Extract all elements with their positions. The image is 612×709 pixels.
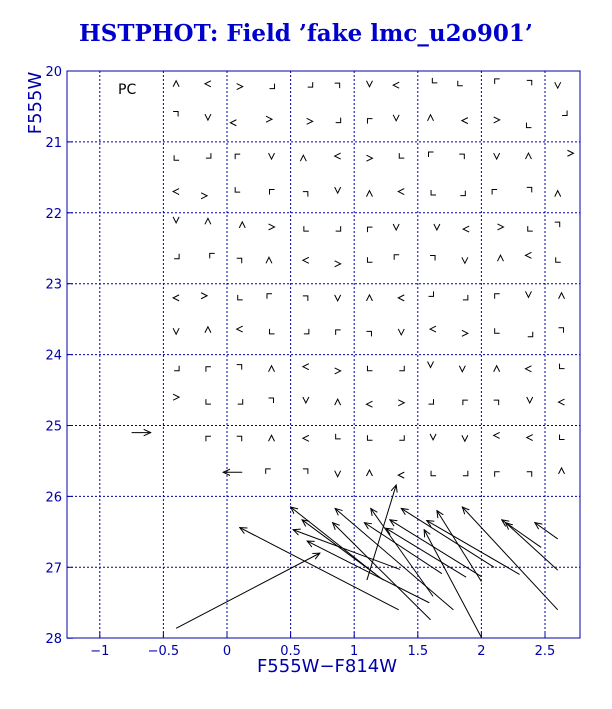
small-offset-marker	[527, 472, 532, 477]
small-offset-marker	[335, 261, 341, 267]
small-offset-marker	[497, 224, 503, 230]
small-offset-marker	[462, 330, 468, 336]
small-offset-marker	[237, 258, 242, 263]
small-offset-marker	[399, 366, 404, 371]
small-offset-marker	[269, 224, 275, 230]
small-offset-marker	[205, 114, 211, 120]
small-offset-marker	[270, 190, 275, 195]
small-offset-marker	[269, 398, 274, 403]
small-offset-marker	[237, 365, 242, 370]
x-tick-label: 0	[222, 644, 232, 659]
small-offset-marker	[335, 153, 341, 159]
small-offset-marker	[205, 81, 211, 87]
small-offset-marker	[303, 397, 309, 403]
offset-arrow	[506, 523, 558, 571]
small-offset-marker	[398, 189, 404, 195]
small-offset-marker	[237, 84, 243, 90]
small-offset-marker	[336, 226, 341, 231]
tick-layer	[45, 65, 555, 659]
small-offset-marker	[567, 150, 573, 156]
small-offset-marker	[463, 226, 469, 232]
small-offset-marker	[463, 295, 468, 300]
y-tick-label: 27	[45, 561, 62, 577]
small-offset-marker	[495, 294, 500, 299]
small-offset-marker	[429, 291, 434, 296]
x-tick-label: 1.5	[407, 644, 429, 659]
small-offset-marker	[462, 435, 468, 441]
small-offset-marker	[527, 397, 533, 403]
small-offset-marker	[269, 153, 275, 159]
small-offset-marker	[559, 468, 565, 474]
small-offset-marker	[303, 296, 308, 301]
small-offset-marker	[428, 362, 434, 368]
small-offset-marker	[526, 123, 531, 128]
small-offset-marker	[367, 366, 372, 371]
small-offset-marker	[366, 81, 372, 87]
small-offset-marker	[266, 469, 271, 474]
small-offset-marker	[459, 366, 465, 372]
small-offset-marker	[266, 257, 272, 263]
y-tick-label: 20	[45, 65, 62, 80]
small-offset-marker	[366, 401, 372, 407]
small-offset-marker	[431, 471, 436, 476]
small-offset-marker	[555, 191, 561, 197]
small-offset-marker	[393, 82, 399, 88]
small-offset-marker	[303, 257, 309, 263]
small-offset-marker	[393, 224, 399, 230]
small-offset-marker	[366, 331, 371, 336]
small-offset-marker	[398, 400, 404, 406]
small-offset-marker	[173, 328, 179, 334]
small-offset-marker	[304, 329, 309, 334]
small-offset-marker	[398, 295, 404, 301]
small-offset-marker	[494, 366, 500, 372]
small-offset-marker	[366, 155, 372, 161]
small-offset-marker	[303, 469, 308, 474]
small-offset-marker	[201, 193, 207, 199]
small-offset-marker	[270, 329, 275, 334]
small-offset-marker	[463, 400, 468, 405]
y-tick-label: 26	[45, 490, 62, 506]
small-offset-marker	[366, 191, 372, 197]
small-offset-marker	[206, 153, 211, 158]
small-offset-marker	[174, 155, 179, 160]
small-offset-marker	[367, 227, 372, 232]
small-offset-marker	[238, 295, 243, 300]
small-offset-marker	[266, 116, 272, 122]
offset-arrow	[401, 508, 494, 567]
offset-arrow	[462, 507, 557, 610]
small-offset-marker	[206, 367, 211, 372]
small-offset-marker	[269, 435, 275, 441]
y-tick-label: 25	[45, 419, 62, 435]
small-offset-marker	[205, 218, 211, 224]
small-offset-marker	[367, 257, 372, 262]
small-offset-marker	[494, 117, 500, 123]
x-tick-label: −1	[90, 644, 110, 659]
x-tick-label: 2.5	[534, 644, 556, 659]
small-offset-marker	[560, 364, 565, 369]
small-offset-marker	[270, 84, 275, 89]
small-offset-marker	[556, 257, 561, 262]
small-offset-marker	[399, 153, 404, 158]
small-offset-marker	[494, 153, 500, 159]
small-offset-marker	[206, 436, 211, 441]
small-offset-marker	[430, 255, 435, 260]
small-offset-marker	[205, 327, 211, 333]
small-offset-marker	[269, 366, 275, 372]
small-offset-marker	[527, 435, 533, 441]
small-offset-marker	[300, 155, 306, 161]
small-offset-marker	[527, 80, 532, 85]
x-tick-label: −0.5	[147, 644, 180, 659]
small-offset-marker	[210, 253, 215, 258]
panel-label: PC	[118, 82, 137, 98]
small-offset-marker	[555, 222, 560, 227]
small-offset-marker	[494, 400, 499, 405]
small-offset-marker	[462, 118, 468, 124]
small-offset-marker	[237, 326, 243, 332]
small-offset-marker	[459, 154, 464, 159]
small-offset-marker	[527, 187, 532, 192]
small-offset-marker	[173, 295, 179, 301]
small-offset-marker	[308, 82, 313, 87]
x-tick-label: 2	[477, 644, 486, 659]
small-offset-marker	[559, 328, 564, 333]
y-tick-label: 22	[45, 206, 62, 222]
small-offset-marker	[528, 226, 533, 231]
small-offset-marker	[335, 187, 341, 193]
small-offset-marker	[173, 81, 179, 87]
small-offset-marker	[303, 364, 309, 370]
small-offset-marker	[335, 399, 341, 405]
small-offset-marker	[173, 217, 179, 223]
small-offset-marker	[173, 394, 179, 400]
x-axis-label: F555W−F814W	[256, 656, 398, 677]
small-offset-marker	[528, 332, 533, 337]
small-offset-marker	[239, 222, 245, 228]
small-offset-marker	[303, 435, 309, 441]
small-offset-marker	[458, 81, 463, 86]
y-tick-label: 24	[45, 348, 62, 364]
offset-arrow	[371, 508, 433, 596]
small-offset-marker	[394, 255, 399, 260]
small-offset-marker	[173, 189, 179, 195]
small-offset-marker	[367, 435, 372, 440]
offset-arrow	[302, 520, 383, 580]
small-offset-marker	[429, 152, 434, 157]
small-offset-marker	[562, 111, 567, 116]
small-offset-marker	[366, 470, 372, 476]
small-offset-marker	[555, 82, 561, 88]
small-offset-marker	[335, 368, 341, 374]
small-offset-marker	[525, 252, 531, 258]
x-tick-label: 0.5	[280, 644, 301, 659]
small-offset-marker	[428, 115, 434, 121]
small-offset-marker	[367, 119, 372, 124]
data-layer	[132, 78, 574, 638]
small-offset-marker	[174, 254, 179, 259]
offset-arrow	[386, 528, 466, 577]
small-offset-marker	[201, 293, 207, 299]
small-offset-marker	[237, 436, 242, 441]
small-offset-marker	[366, 295, 372, 301]
small-offset-marker	[525, 291, 531, 297]
small-offset-marker	[398, 472, 404, 478]
small-offset-marker	[460, 191, 465, 196]
small-offset-marker	[235, 187, 240, 192]
small-offset-marker	[173, 112, 178, 117]
small-offset-marker	[462, 257, 468, 263]
offset-arrow	[291, 507, 376, 574]
small-offset-marker	[303, 192, 308, 197]
offset-arrow	[427, 521, 520, 575]
small-offset-marker	[336, 330, 341, 335]
offset-arrow	[502, 520, 541, 548]
small-offset-marker	[463, 471, 468, 476]
offset-arrow	[176, 553, 320, 628]
y-axis-label: F555W	[25, 71, 46, 135]
small-offset-marker	[393, 115, 399, 121]
small-offset-marker	[430, 434, 436, 440]
small-offset-marker	[430, 326, 436, 332]
small-offset-marker	[495, 328, 500, 333]
small-offset-marker	[559, 293, 565, 299]
small-offset-marker	[492, 190, 497, 195]
small-offset-marker	[495, 79, 500, 84]
small-offset-marker	[431, 190, 436, 195]
small-offset-marker	[307, 118, 313, 124]
small-offset-marker	[497, 255, 503, 261]
small-offset-marker	[174, 366, 179, 371]
small-offset-marker	[267, 294, 272, 299]
small-offset-marker	[525, 366, 531, 372]
y-tick-label: 28	[45, 632, 62, 648]
small-offset-marker	[336, 118, 341, 123]
offset-arrow	[535, 523, 558, 539]
small-offset-marker	[235, 154, 240, 159]
small-offset-marker	[230, 120, 236, 126]
small-offset-marker	[525, 153, 531, 159]
small-offset-marker	[495, 472, 500, 477]
grid-lines	[67, 71, 580, 638]
small-offset-marker	[304, 226, 309, 231]
y-tick-label: 23	[45, 277, 62, 293]
chart-title: HSTPHOT: Field ’fake lmc_u2o901’	[79, 20, 533, 47]
small-offset-marker	[399, 435, 404, 440]
y-tick-label: 21	[45, 135, 62, 151]
small-offset-marker	[560, 435, 565, 440]
small-offset-marker	[398, 329, 404, 335]
offset-arrow	[437, 511, 482, 582]
small-offset-marker	[434, 224, 440, 230]
small-offset-marker	[238, 399, 243, 404]
small-offset-marker	[206, 399, 211, 404]
small-offset-marker	[494, 432, 500, 438]
small-offset-marker	[336, 434, 341, 439]
small-offset-marker	[335, 83, 340, 88]
small-offset-marker	[335, 471, 341, 477]
x-tick-label: 1	[350, 644, 359, 659]
small-offset-marker	[559, 399, 565, 405]
small-offset-marker	[335, 295, 341, 301]
small-offset-marker	[432, 78, 437, 83]
offset-arrow	[367, 485, 396, 580]
small-offset-marker	[429, 399, 434, 404]
